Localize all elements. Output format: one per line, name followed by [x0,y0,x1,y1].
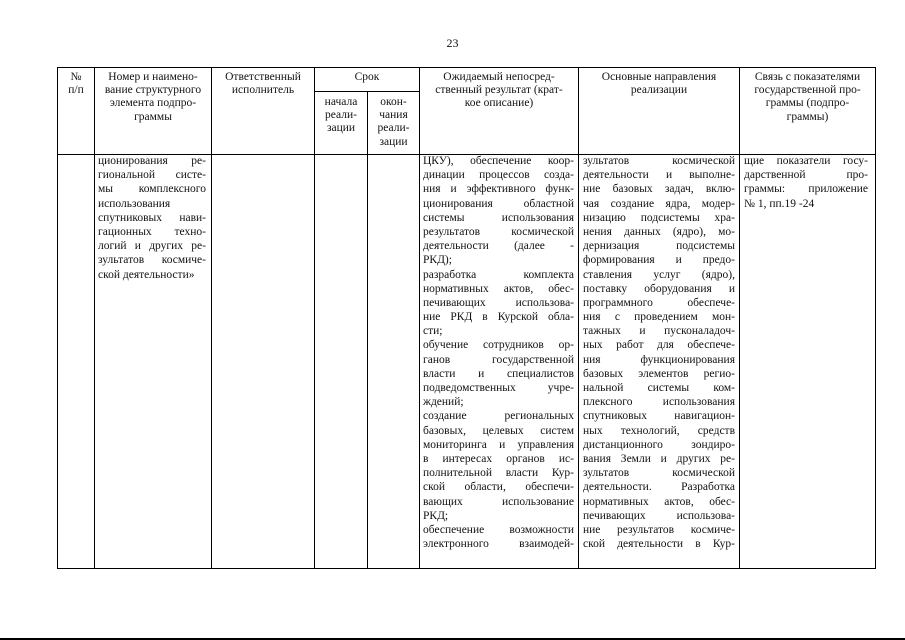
header-term: Срок [354,71,380,83]
header-indicator-link: Связь с показателями государственной про- граммы (подпро- граммы) [754,71,861,123]
page-number: 23 [446,36,459,50]
row-expected-result: ЦКУ), обеспечение коор- динации процессов созда- ния и эффективного функ- ционирования областной системы использования результатов космической деятельности (далее - РКД); разработка комплекта нормативных актов, обес- печивающих использова- ние РКД в Курской обла- сти; обучение сотрудников ор- ганов государственной власти и специалистов подведомственных учре- ждений; создание региональных базовых, целевых систем мониторинга и управления в интересах органов ис- полнительной власти Кур- ской области, обеспечи- вающих использование РКД; обеспечение возможности электронного взаимодей- [423,155,574,551]
header-executor: Ответственный исполнитель [225,71,301,97]
program-table [57,67,876,569]
header-main-directions: Основные направления реализации [601,71,717,97]
row-element-name: ционирования ре- гиональной систе- мы комплексного использования спутниковых нави- гационных техно- логий и других ре- зультатов космиче- ской деятельности» [98,155,206,281]
row-main-directions: зультатов космической деятельности и выполне- ние базовых задач, вклю- чая создание ядра, модер- низацию подсистемы хра- нения данных (ядро), мо- дернизация подсистемы формирования и предо- ставления услуг (ядро), поставку оборудования и программного обеспече- ния с проведением мон- тажных и пусконаладоч- ных работ для обеспече- ния функционирования базовых элементов регио- нальной системы ком- плексного использования спутниковых навигацион- ных технологий, средств дистанционного зондиро- вания Земли и других ре- зультатов космической деятельности. Разработка нормативных актов, обес- печивающих использова- ние результатов космиче- ской деятельности в Кур- [583,155,735,551]
header-expected-result: Ожидаемый непосред- ственный результат (крат- кое описание) [435,71,563,110]
header-start: начала реали- зации [324,96,358,135]
header-number: № п/п [68,71,84,97]
header-element-name: Номер и наимено- вание структурного элемента подпро- граммы [104,71,202,123]
row-indicator-link: щие показатели госу- дарственной про- граммы: приложение № 1, пп.19 -24 [744,155,868,210]
header-end: окон- чания реали- зации [377,96,410,148]
